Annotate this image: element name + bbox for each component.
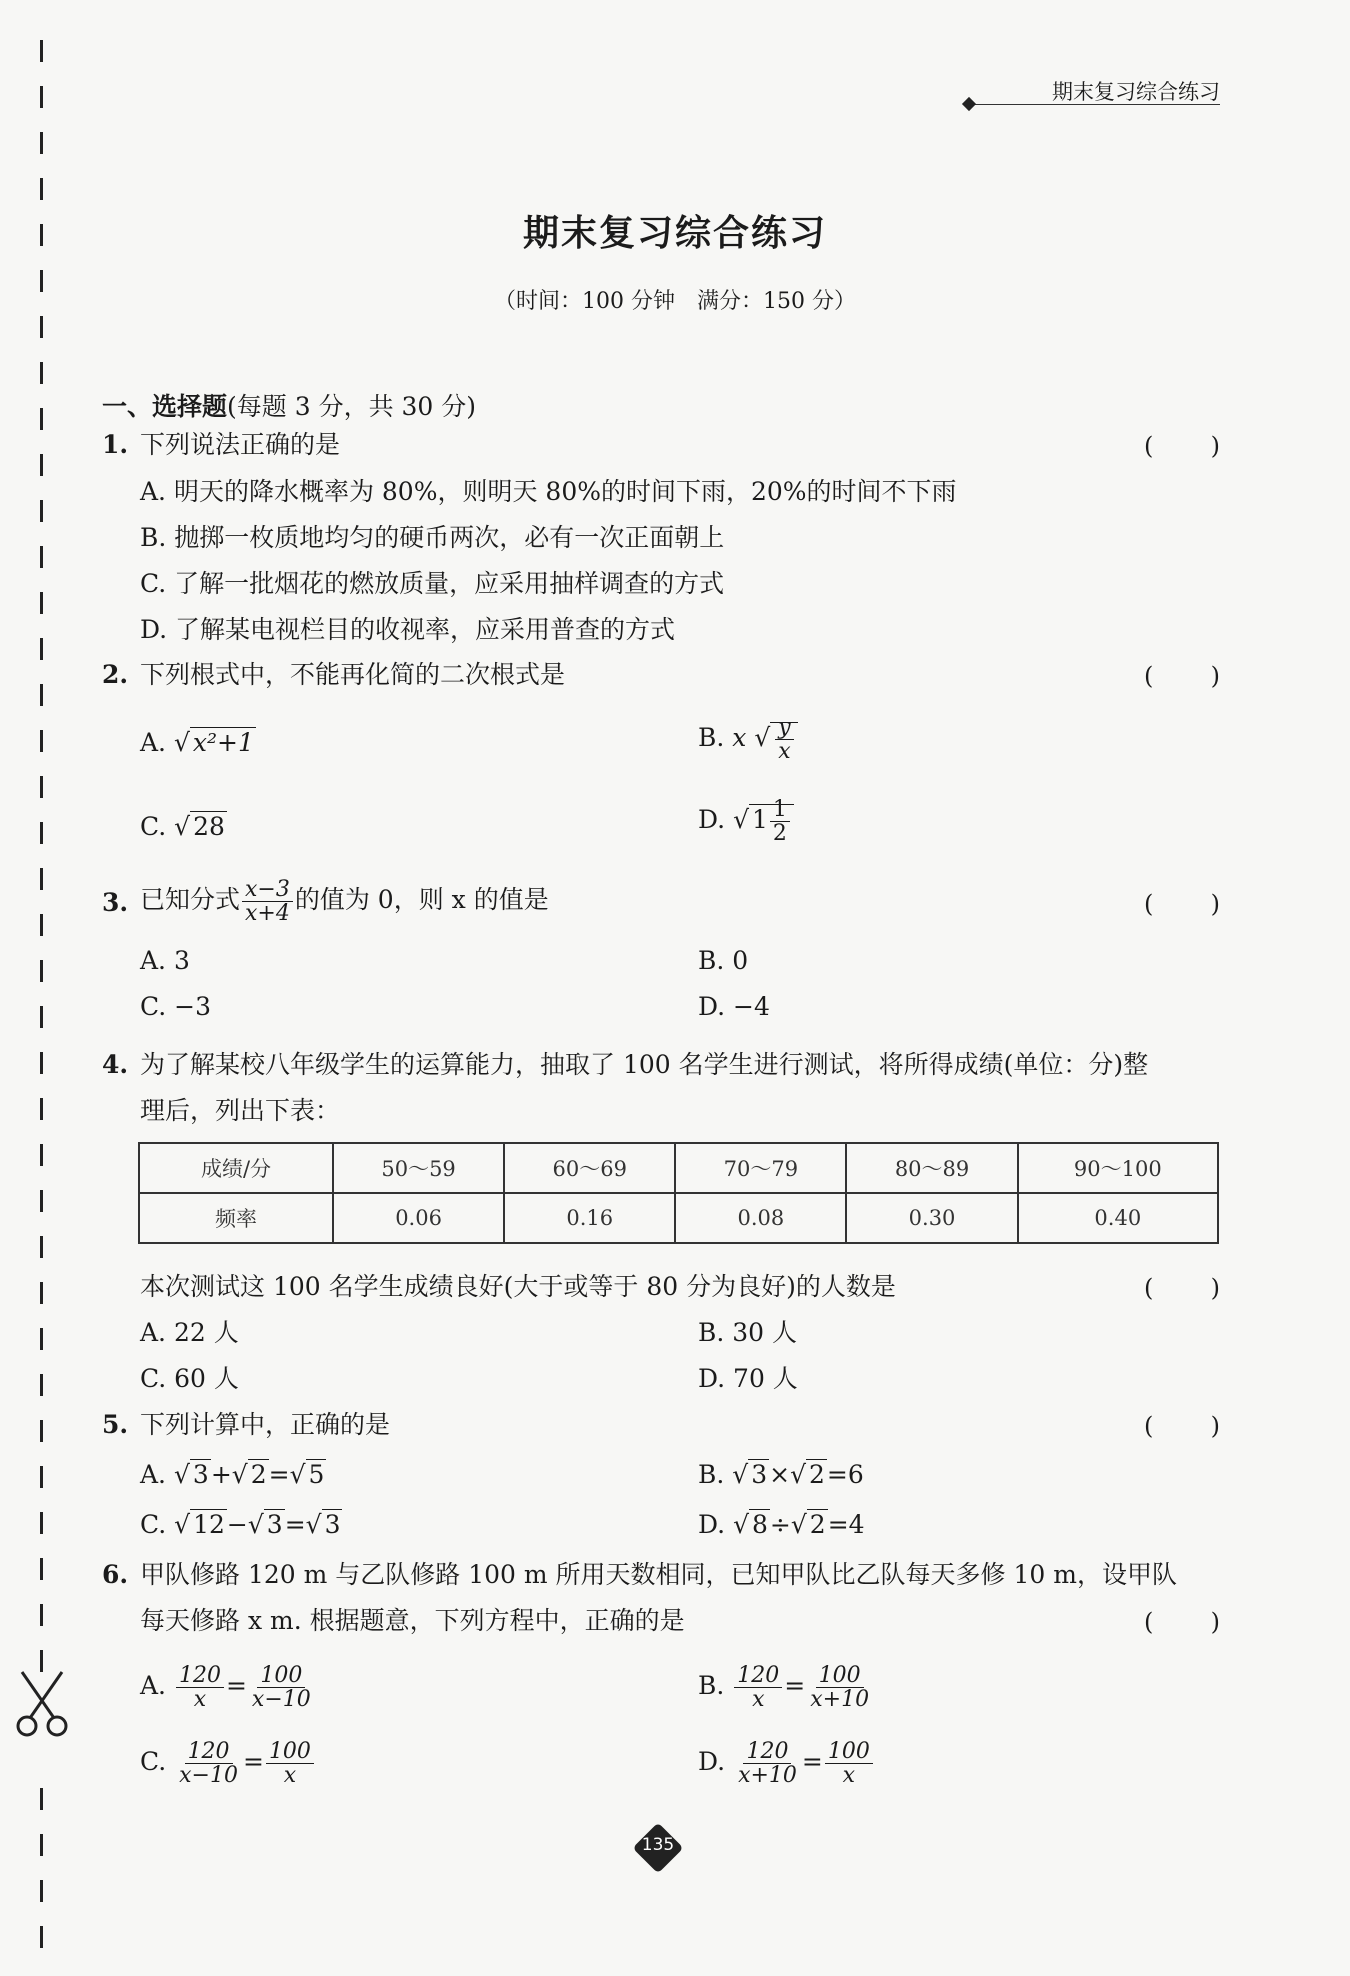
cut-line (40, 40, 46, 1950)
option-d: D. √ 1 $\frac{1}{2}$ (698, 798, 794, 845)
cut-line-dash (40, 1374, 43, 1396)
cut-line-dash (40, 868, 43, 890)
question-stem-line1: 为了解某校八年级学生的运算能力，抽取了 100 名学生进行测试，将所得成绩(单位：分)整 (140, 1050, 1149, 1079)
score-table (138, 1142, 1219, 1244)
cut-line-dash (40, 638, 43, 660)
cut-line-dash (40, 500, 43, 522)
option-b: B. 0 (698, 946, 749, 975)
option-d: D. $\frac{120}{x+10}$ = $\frac{100}{x}$ (698, 1740, 875, 1787)
option-a: A. 3 (140, 946, 190, 975)
page-number-badge (636, 1826, 680, 1870)
cut-line-dash (40, 960, 43, 982)
running-header (970, 76, 1220, 106)
table-cell: 50～59 (333, 1143, 504, 1193)
option-d: D. −4 (698, 992, 770, 1021)
section-heading (102, 387, 476, 423)
option-a: A. $\frac{120}{x}$ = $\frac{100}{x-10}$ (140, 1663, 311, 1713)
cut-line-dash (40, 1650, 43, 1672)
scissors-icon (14, 1670, 74, 1740)
table-cell: 0.06 (333, 1193, 504, 1243)
question-stem-line2: 每天修路 x m. 根据题意，下列方程中，正确的是 (140, 1606, 685, 1635)
table-cell: 0.08 (675, 1193, 846, 1243)
option-a: A. 明天的降水概率为 80%，则明天 80%的时间下雨，20%的时间不下雨 (140, 477, 957, 506)
page-title: 期末复习综合练习 (522, 212, 827, 254)
question-stem: 已知分式 $\frac{x-3}{x+4}$ 的值为 0，则 x 的值是 (140, 877, 549, 927)
table-cell: 80～89 (846, 1143, 1017, 1193)
cut-line-dash (40, 822, 43, 844)
question-text: 本次测试这 100 名学生成绩良好(大于或等于 80 分为良好)的人数是 (140, 1272, 896, 1301)
option-c: C. √ 12−√ 3=√ 3 (140, 1510, 341, 1539)
option-d: D. 了解某电视栏目的收视率，应采用普查的方式 (140, 615, 676, 644)
answer-blank[interactable]: ( ) (1144, 1608, 1220, 1636)
sqrt: √ 28 (174, 812, 225, 841)
cut-line-dash (40, 546, 43, 568)
option-a: A. √ x²+1 (140, 728, 254, 757)
sqrt: √ x²+1 (173, 728, 254, 757)
cut-line-dash (40, 1834, 43, 1856)
table-cell: 成绩/分 (139, 1143, 333, 1193)
option-b: B. 30 人 (698, 1318, 798, 1347)
cut-line-dash (40, 86, 43, 108)
section-label: 一、选择题 (102, 392, 228, 421)
cut-line-dash (40, 1052, 43, 1074)
page-number: 135 (641, 1835, 675, 1855)
option-c: C. √ 28 (140, 812, 225, 841)
cut-line-dash (40, 1512, 43, 1534)
cut-line-dash (40, 40, 43, 62)
question-number: 3. (102, 888, 129, 917)
cut-line-dash (40, 316, 43, 338)
fraction: $\frac{x-3}{x+4}$ (242, 878, 293, 925)
exam-info: （时间：100 分钟 满分：150 分） (494, 289, 856, 314)
table-cell: 0.40 (1018, 1193, 1218, 1243)
cut-line-dash (40, 1328, 43, 1350)
cut-line-dash (40, 1466, 43, 1488)
sqrt: √ $\frac{y}{x}$ (754, 716, 797, 763)
cut-line-dash (40, 1190, 43, 1212)
cut-line-dash (40, 1880, 43, 1902)
cut-line-dash (40, 1144, 43, 1166)
cut-line-dash (40, 914, 43, 936)
answer-blank[interactable]: ( ) (1144, 1412, 1220, 1440)
table-cell: 频率 (139, 1193, 333, 1243)
option-c: C. 了解一批烟花的燃放质量，应采用抽样调查的方式 (140, 569, 725, 598)
cut-line-dash (40, 1236, 43, 1258)
option-d: D. 70 人 (698, 1364, 798, 1393)
option-a: A. 22 人 (140, 1318, 239, 1347)
cut-line-dash (40, 1006, 43, 1028)
table-cell: 0.30 (846, 1193, 1017, 1243)
option-d: D. √ 8÷√ 2=4 (698, 1510, 865, 1539)
cut-line-dash (40, 132, 43, 154)
question-stem: 下列根式中，不能再化简的二次根式是 (140, 660, 566, 689)
question-stem: 下列计算中，正确的是 (140, 1410, 391, 1439)
table-cell: 70～79 (675, 1143, 846, 1193)
option-c: C. −3 (140, 992, 211, 1021)
cut-line-dash (40, 362, 43, 384)
question-stem-line2: 理后，列出下表： (140, 1096, 341, 1125)
option-b: B. $\frac{120}{x}$ = $\frac{100}{x+10}$ (698, 1663, 870, 1713)
table-cell: 0.16 (504, 1193, 675, 1243)
option-a: A. √ 3+√ 2=√ 5 (140, 1460, 325, 1489)
cut-line-dash (40, 730, 43, 752)
option-c: C. 60 人 (140, 1364, 239, 1393)
cut-line-dash (40, 408, 43, 430)
option-c: C. $\frac{120}{x-10}$ = $\frac{100}{x}$ (140, 1740, 316, 1787)
table-cell: 90～100 (1018, 1143, 1218, 1193)
question-stem: 下列说法正确的是 (140, 430, 341, 459)
option-b: B. x √ $\frac{y}{x}$ (698, 716, 798, 763)
question-number: 1. (102, 430, 129, 459)
answer-blank[interactable]: ( ) (1144, 662, 1220, 690)
section-note: (每题 3 分，共 30 分) (227, 392, 477, 421)
cut-line-dash (40, 1282, 43, 1304)
answer-blank[interactable]: ( ) (1144, 1274, 1220, 1302)
question-number: 4. (102, 1050, 129, 1079)
question-number: 2. (102, 660, 129, 689)
option-b: B. 抛掷一枚质地均匀的硬币两次，必有一次正面朝上 (140, 523, 725, 552)
cut-line-dash (40, 454, 43, 476)
cut-line-dash (40, 776, 43, 798)
cut-line-dash (40, 1420, 43, 1442)
running-title: 期末复习综合练习 (1052, 80, 1220, 104)
cut-line-dash (40, 1558, 43, 1580)
answer-blank[interactable]: ( ) (1144, 890, 1220, 918)
cut-line-dash (40, 1926, 43, 1948)
cut-line-dash (40, 1604, 43, 1626)
table-row (139, 1143, 1218, 1193)
question-number: 6. (102, 1560, 129, 1589)
cut-line-dash (40, 178, 43, 200)
question-stem-line1: 甲队修路 120 m 与乙队修路 100 m 所用天数相同，已知甲队比乙队每天多修 10 m，设甲队 (140, 1560, 1177, 1589)
cut-line-dash (40, 1788, 43, 1810)
answer-blank[interactable]: ( ) (1144, 432, 1220, 460)
cut-line-dash (40, 1098, 43, 1120)
table-row (139, 1193, 1218, 1243)
cut-line-dash (40, 684, 43, 706)
table-cell: 60～69 (504, 1143, 675, 1193)
question-number: 5. (102, 1410, 129, 1439)
option-b: B. √ 3×√ 2=6 (698, 1460, 864, 1489)
sqrt: √ 1 $\frac{1}{2}$ (733, 798, 794, 845)
cut-line-dash (40, 592, 43, 614)
diamond-icon (962, 97, 976, 111)
